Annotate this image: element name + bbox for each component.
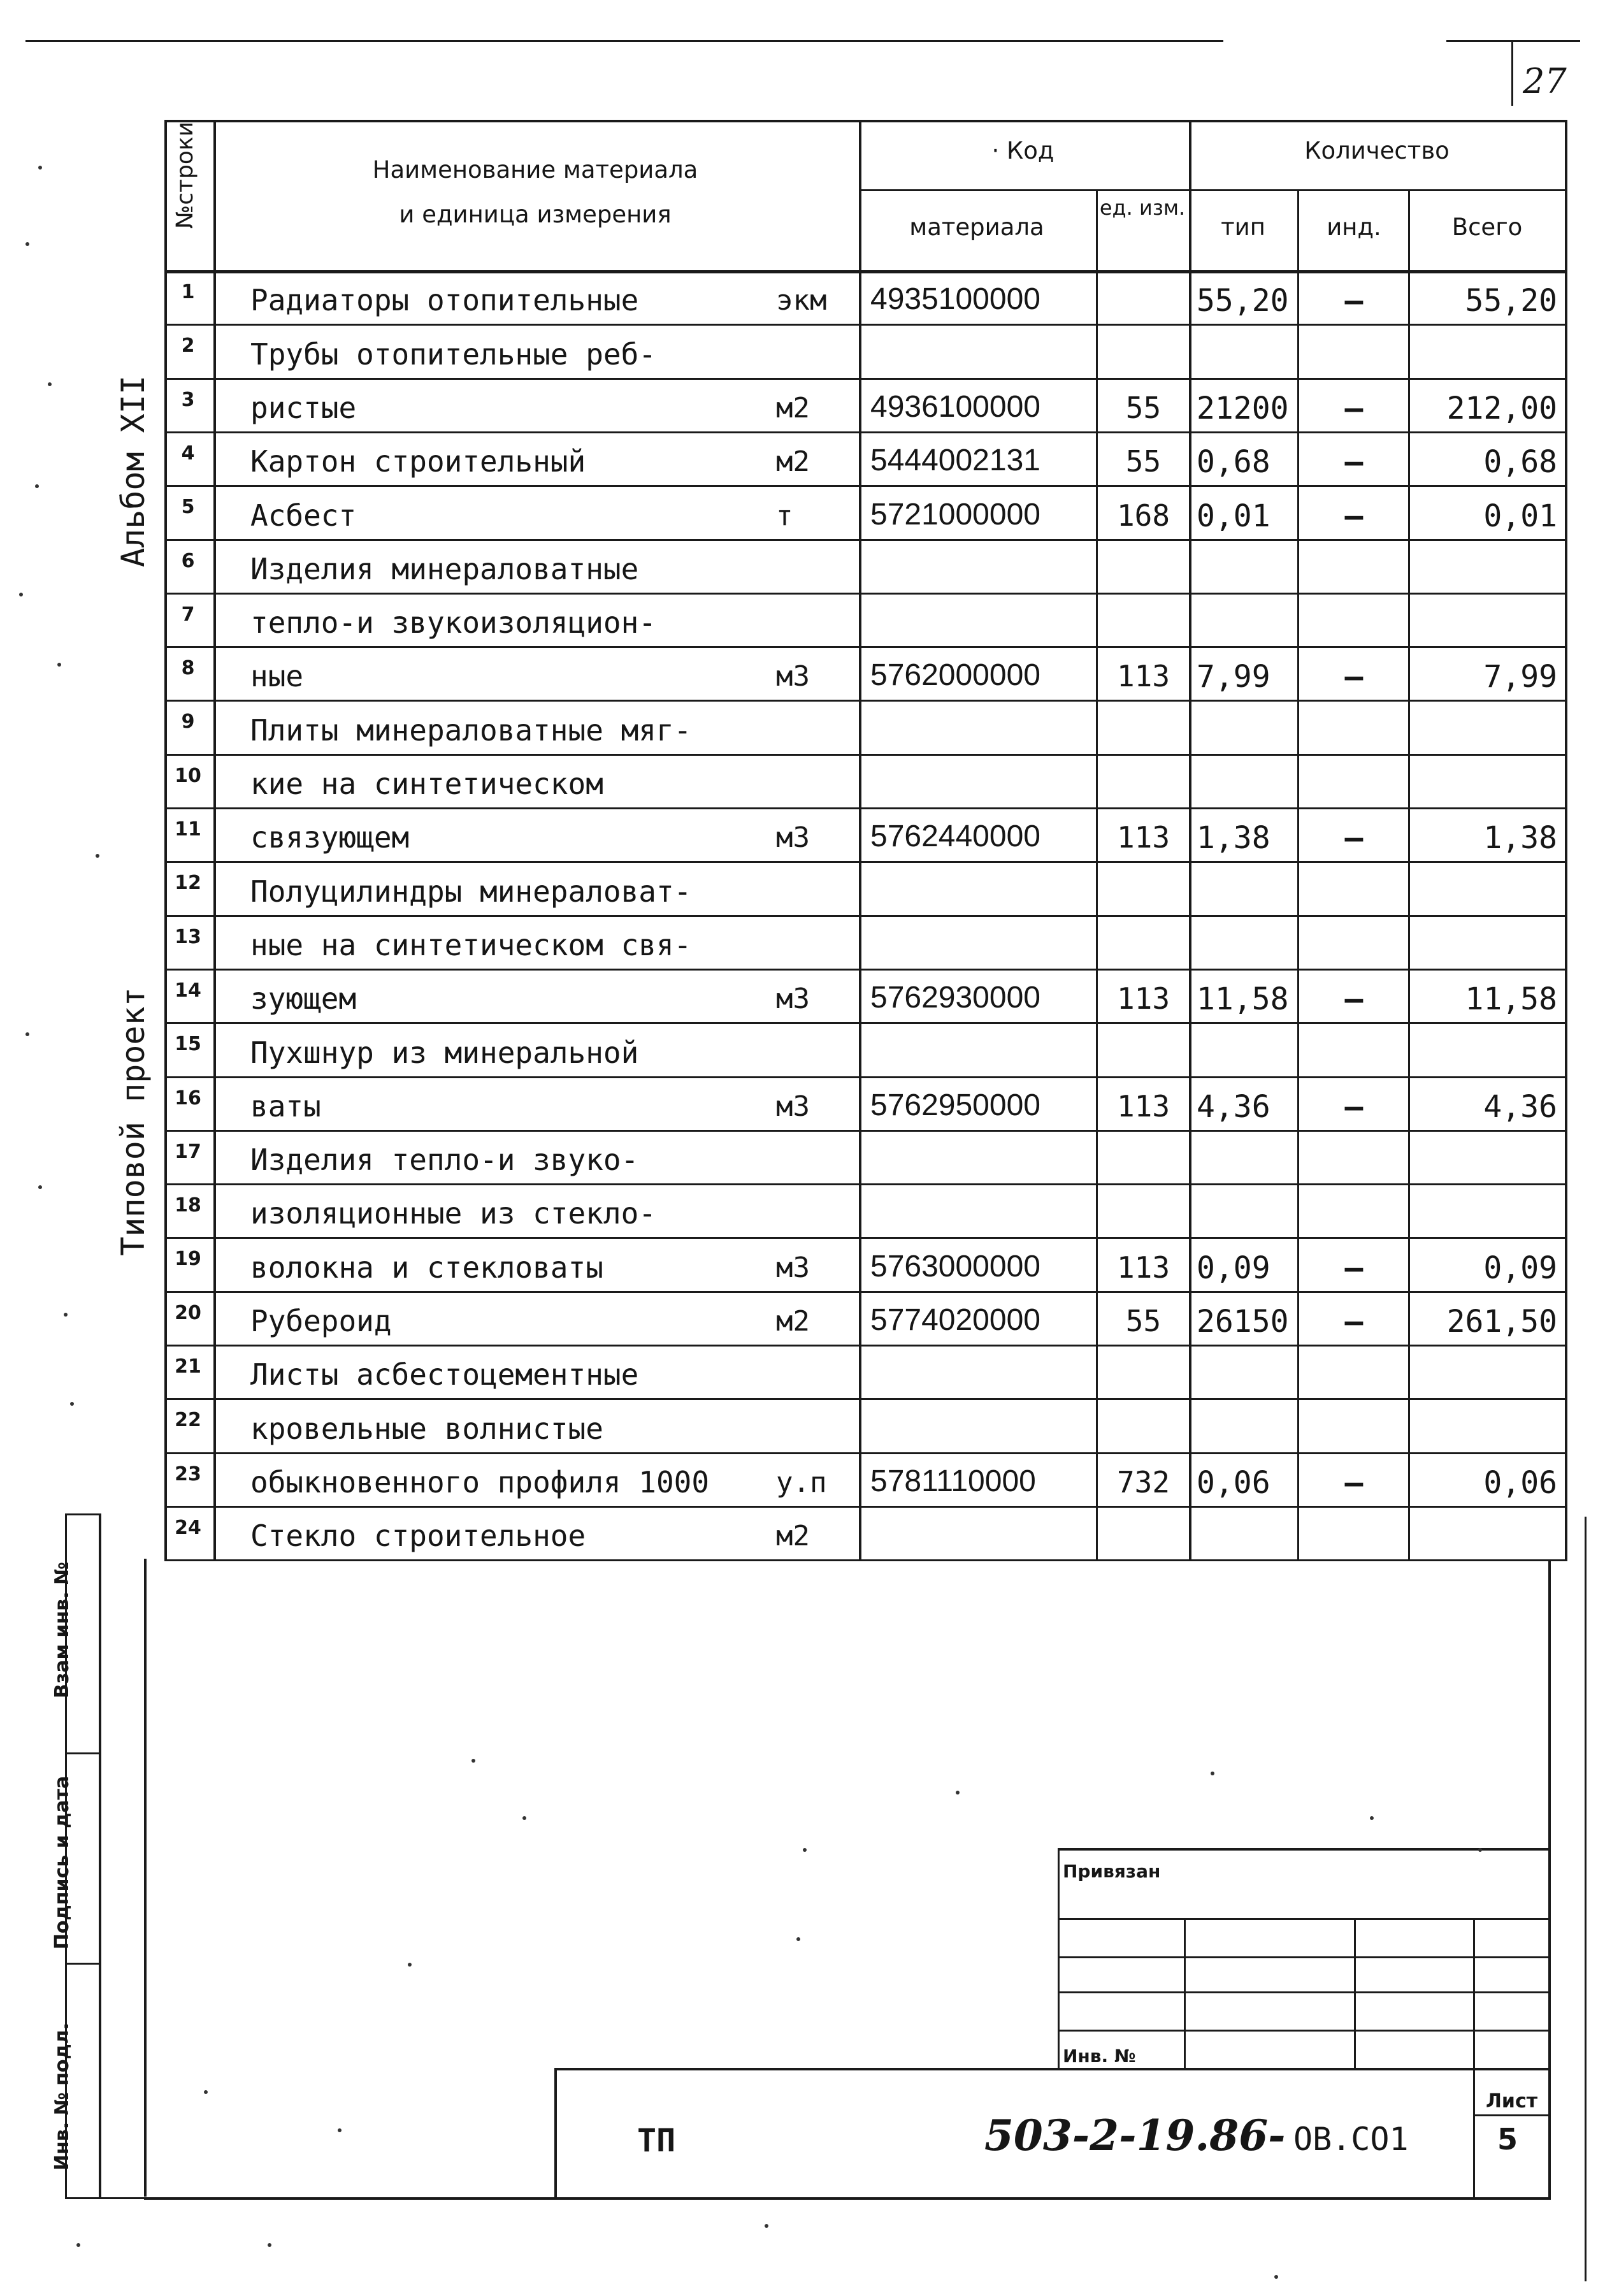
col-line-ed (1096, 189, 1098, 1559)
scan-speck (796, 1937, 800, 1941)
header-qty-ind: инд. (1327, 213, 1381, 241)
row-line (164, 378, 1567, 380)
row-line (164, 646, 1567, 648)
scan-speck (96, 854, 99, 858)
unit-code: 55 (1125, 391, 1162, 425)
row-number: 16 (175, 1087, 201, 1109)
material-code: 5763000000 (870, 1250, 1040, 1283)
qty-ind: – (1344, 659, 1364, 695)
material-name: зующем (250, 981, 357, 1016)
unit-code: 168 (1116, 498, 1170, 533)
qty-ind: – (1344, 1465, 1364, 1501)
table-left-border (164, 120, 167, 1559)
tb-line-main (554, 2068, 1548, 2070)
frame-left-line (144, 1559, 147, 2197)
unit-of-measure: м3 (776, 821, 810, 854)
row-number: 12 (175, 872, 201, 894)
qty-tip: 0,09 (1197, 1250, 1270, 1286)
row-line (164, 1022, 1567, 1024)
qty-ind: – (1344, 820, 1364, 856)
row-number: 6 (181, 550, 195, 572)
unit-of-measure: т (776, 500, 793, 532)
qty-tip: 1,38 (1197, 820, 1270, 856)
qty-tip: 0,68 (1197, 444, 1270, 480)
material-code: 5762440000 (870, 819, 1040, 853)
row-number: 2 (181, 335, 195, 357)
material-name: ные (250, 659, 304, 693)
page-right-edge (1585, 1517, 1587, 2281)
qty-ind: – (1344, 444, 1364, 480)
table-right-border (1565, 120, 1567, 1559)
row-number: 20 (175, 1302, 201, 1324)
scan-speck (1211, 1772, 1214, 1775)
stamp-list-label: Лист (1486, 2090, 1538, 2112)
row-line (164, 1183, 1567, 1185)
header-mid-line (859, 189, 1567, 191)
row-number: 5 (181, 496, 195, 518)
material-code: 5781110000 (870, 1464, 1036, 1498)
row-line (164, 1345, 1567, 1347)
material-name: обыкновенного профиля 1000 (250, 1465, 710, 1499)
qty-total: 55,20 (1465, 283, 1557, 319)
scan-speck (48, 382, 52, 386)
row-number: 17 (175, 1141, 201, 1163)
material-code: 5721000000 (870, 498, 1040, 531)
scan-speck (204, 2090, 208, 2094)
side-stamp-bottom (65, 2197, 147, 2199)
row-line (164, 754, 1567, 756)
scan-speck (471, 1759, 475, 1763)
header-name: Наименование материала (372, 156, 698, 184)
row-line (164, 915, 1567, 917)
header-qty-group: Количество (1304, 137, 1450, 164)
material-name: Трубы отопительные реб- (250, 337, 656, 372)
material-name: Стекло строительное (250, 1519, 586, 1553)
tb-main-left (554, 2068, 557, 2199)
material-name: кровельные волнистые (250, 1412, 603, 1446)
row-line (164, 861, 1567, 863)
stamp-tp: ТП (637, 2122, 676, 2159)
frame-right-line (1548, 1559, 1551, 2197)
side-label-album: Альбом XII (115, 375, 152, 567)
unit-of-measure: м3 (776, 1252, 810, 1284)
material-name: ваты (250, 1089, 321, 1123)
material-name: Радиаторы отопительные (250, 283, 639, 317)
scan-speck (1478, 1848, 1482, 1852)
stamp-privyazan: Привязан (1063, 1861, 1161, 1882)
qty-total: 0,09 (1483, 1250, 1557, 1286)
header-bottom-border (164, 270, 1567, 273)
qty-total: 0,01 (1483, 498, 1557, 534)
stamp-inv-no: Инв. № (1063, 2046, 1136, 2067)
material-name: Рубероид (250, 1304, 392, 1338)
scan-speck (19, 593, 23, 596)
scan-speck (522, 1816, 526, 1820)
frame-bottom-line (144, 2197, 1551, 2200)
material-code: 5762000000 (870, 658, 1040, 692)
unit-of-measure: м2 (776, 392, 810, 424)
qty-tip: 0,01 (1197, 498, 1270, 534)
scan-speck (1370, 1816, 1374, 1820)
unit-of-measure: м3 (776, 1090, 810, 1123)
header-qty-tip: тип (1221, 213, 1265, 241)
page-number: 27 (1523, 61, 1567, 101)
row-number: 14 (175, 979, 201, 1002)
row-line (164, 539, 1567, 541)
material-name: Пухшнур из минеральной (250, 1036, 639, 1070)
top-rule-right (1446, 40, 1580, 42)
col-line-code (859, 120, 861, 1559)
tb-col-4 (1473, 1918, 1475, 2197)
row-number: 1 (181, 281, 195, 303)
material-name: тепло-и звукоизоляцион- (250, 605, 656, 640)
material-code: 5762950000 (870, 1088, 1040, 1122)
qty-tip: 0,06 (1197, 1465, 1270, 1501)
tb-line-privyazan (1058, 1848, 1548, 1851)
scan-speck (765, 2224, 768, 2228)
row-line (164, 593, 1567, 595)
unit-of-measure: м2 (776, 445, 810, 478)
qty-ind: – (1344, 981, 1364, 1017)
qty-ind: – (1344, 391, 1364, 426)
scan-speck (35, 484, 39, 488)
qty-total: 4,36 (1483, 1089, 1557, 1125)
row-number: 4 (181, 442, 195, 465)
qty-tip: 4,36 (1197, 1089, 1270, 1125)
row-number: 13 (175, 926, 201, 948)
unit-code: 732 (1116, 1465, 1170, 1499)
qty-total: 261,50 (1446, 1304, 1557, 1339)
row-number: 22 (175, 1409, 201, 1431)
scan-speck (268, 2243, 271, 2247)
material-name: Листы асбестоцементные (250, 1357, 639, 1392)
top-rule (25, 40, 1223, 42)
material-code: 4935100000 (870, 282, 1040, 316)
qty-ind: – (1344, 1250, 1364, 1286)
tb-list-line (1473, 2114, 1550, 2116)
page-number-divider (1511, 42, 1513, 106)
side-label-vzam: Взам инв. № (51, 1561, 73, 1699)
row-line (164, 324, 1567, 326)
side-stamp-sep-1 (65, 1752, 101, 1754)
row-line (164, 1237, 1567, 1239)
material-code: 4936100000 (870, 390, 1040, 424)
stamp-doc-suffix: ОВ.СО1 (1293, 2121, 1409, 2158)
header-code-material: материала (909, 213, 1044, 241)
row-line (164, 807, 1567, 809)
row-line (164, 1506, 1567, 1508)
unit-of-measure: экм (776, 284, 827, 317)
unit-code: 113 (1116, 1089, 1170, 1123)
material-name: волокна и стекловаты (250, 1250, 603, 1285)
scan-speck (25, 242, 29, 246)
unit-of-measure: м2 (776, 1305, 810, 1338)
unit-of-measure: м3 (776, 983, 810, 1015)
col-line-name (213, 120, 216, 1559)
qty-tip: 55,20 (1197, 283, 1289, 319)
row-line (164, 485, 1567, 487)
stamp-list-no: 5 (1497, 2122, 1518, 2156)
side-stamp-top (65, 1513, 101, 1515)
header-code-unit: ед. изм. (1099, 196, 1186, 220)
material-name: Изделия тепло-и звуко- (250, 1143, 639, 1177)
qty-ind: – (1344, 498, 1364, 534)
scan-speck (64, 1313, 68, 1317)
scan-speck (956, 1791, 960, 1794)
scan-speck (1274, 2275, 1278, 2279)
row-line (164, 1559, 1567, 1561)
qty-total: 212,00 (1446, 391, 1557, 426)
unit-of-measure: м3 (776, 660, 810, 693)
tb-col-3 (1354, 1918, 1356, 2068)
row-number: 11 (175, 818, 201, 841)
qty-tip: 11,58 (1197, 981, 1289, 1017)
material-name: Картон строительный (250, 444, 586, 479)
tb-col-2 (1184, 1918, 1186, 2068)
side-label-inv-podl: Инв. № подл. (51, 2022, 73, 2171)
scan-speck (57, 663, 61, 667)
row-line (164, 1291, 1567, 1293)
material-name: Изделия минераловатные (250, 552, 639, 586)
qty-tip: 21200 (1197, 391, 1289, 426)
table-top-border (164, 120, 1567, 122)
material-name: Полуцилиндры минераловат- (250, 874, 692, 909)
unit-of-measure: м2 (776, 1520, 810, 1552)
side-label-project: Типовой проект (115, 987, 152, 1256)
material-name: ные на синтетическом свя- (250, 928, 692, 962)
row-line (164, 431, 1567, 433)
qty-ind: – (1344, 1304, 1364, 1339)
qty-total: 0,06 (1483, 1465, 1557, 1501)
material-name: кие на синтетическом (250, 767, 603, 801)
row-number: 10 (175, 765, 201, 787)
row-number: 3 (181, 389, 195, 411)
unit-code: 113 (1116, 659, 1170, 693)
material-code: 5774020000 (870, 1303, 1040, 1337)
side-stamp-sep-2 (65, 1963, 101, 1965)
row-number: 8 (181, 657, 195, 679)
unit-code: 55 (1125, 444, 1162, 479)
scan-speck (76, 2243, 80, 2247)
material-name: ристые (250, 391, 357, 425)
header-name-line2: и единица измерения (399, 201, 672, 228)
qty-total: 0,68 (1483, 444, 1557, 480)
qty-total: 1,38 (1483, 820, 1557, 856)
row-number: 19 (175, 1248, 201, 1270)
scan-speck (338, 2128, 342, 2132)
row-number: 23 (175, 1463, 201, 1485)
row-number: 18 (175, 1194, 201, 1217)
row-number: 15 (175, 1033, 201, 1055)
scan-speck (38, 1185, 42, 1189)
row-number: 24 (175, 1517, 201, 1539)
row-line (164, 969, 1567, 971)
unit-code: 113 (1116, 1250, 1170, 1285)
side-label-podpis: Подпись и дата (51, 1775, 73, 1950)
qty-total: 11,58 (1465, 981, 1557, 1017)
unit-code: 113 (1116, 981, 1170, 1016)
tb-col-1 (1058, 1848, 1060, 2068)
stamp-doc-code: 503-2-19.86- (984, 2111, 1286, 2160)
scan-speck (803, 1848, 807, 1852)
qty-tip: 26150 (1197, 1304, 1289, 1339)
row-number: 9 (181, 711, 195, 733)
scan-speck (25, 1032, 29, 1036)
row-line (164, 1130, 1567, 1132)
qty-ind: – (1344, 283, 1364, 319)
material-code: 5762930000 (870, 981, 1040, 1014)
unit-code: 113 (1116, 820, 1170, 855)
header-qty-total: Всего (1451, 213, 1523, 241)
material-name: Плиты минераловатные мяг- (250, 713, 692, 747)
scan-speck (408, 1963, 412, 1967)
qty-total: 7,99 (1483, 659, 1557, 695)
row-line (164, 1452, 1567, 1454)
scan-speck (38, 166, 42, 170)
row-number: 21 (175, 1355, 201, 1378)
material-name: изоляционные из стекло- (250, 1196, 656, 1231)
unit-code: 55 (1125, 1304, 1162, 1338)
material-name: связующем (250, 820, 410, 855)
col-line-qty (1189, 120, 1191, 1559)
row-line (164, 1398, 1567, 1400)
header-row-no: №строки (172, 121, 198, 229)
unit-of-measure: у.п (776, 1466, 827, 1499)
row-line (164, 700, 1567, 702)
material-code: 5444002131 (870, 444, 1040, 477)
side-stamp-outer (99, 1513, 101, 2197)
qty-ind: – (1344, 1089, 1364, 1125)
scan-speck (70, 1402, 74, 1406)
qty-tip: 7,99 (1197, 659, 1270, 695)
material-name: Асбест (250, 498, 357, 533)
row-number: 7 (181, 603, 195, 626)
header-code-group: · Код (991, 137, 1054, 164)
row-line (164, 1076, 1567, 1078)
